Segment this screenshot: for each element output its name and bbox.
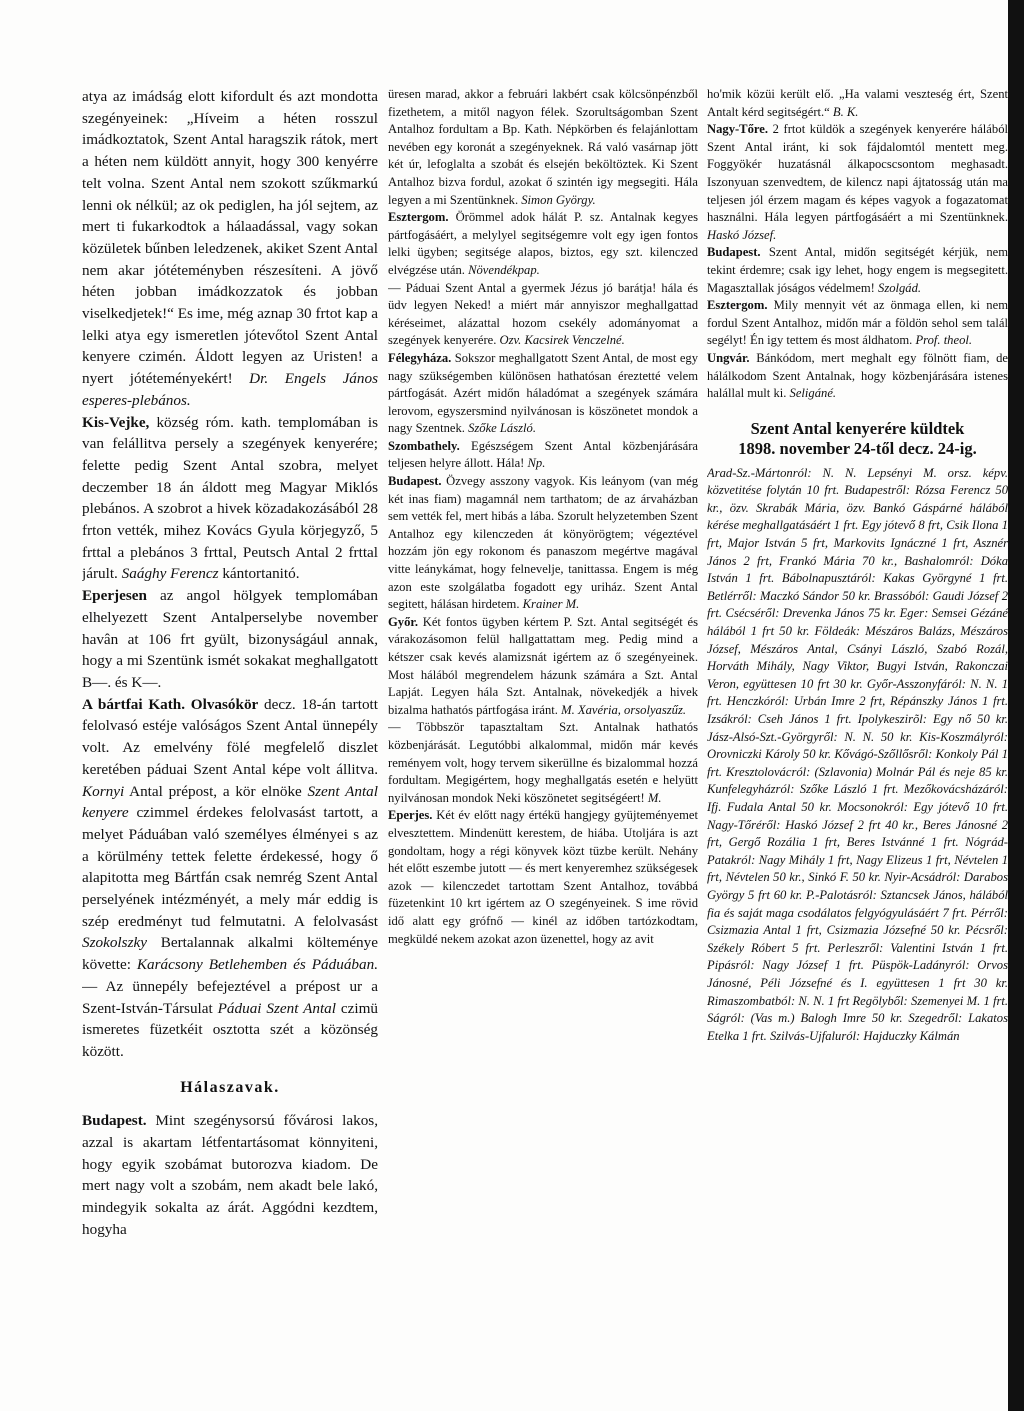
place-heading: Eperjesen [82, 587, 147, 605]
signature: Dr. Engels János esperes-plebános. [82, 370, 378, 409]
place-heading: Nagy-Tőre. [707, 122, 768, 137]
place-heading: Félegyháza. [388, 350, 452, 365]
signature: Np. [527, 456, 546, 471]
letter-esztergom: Esztergom. Örömmel adok hálát P. sz. Antalnak kegyes pártfogásáért, a melylyel segitségemre volt egy igen fontos lelki ügyben; segitsége alapos, biztos, egy szt. kilenczed elvégzése után. Növendékpap. [388, 210, 698, 277]
signature: Szolgád. [878, 280, 922, 295]
letter-eperjes-end: ho'mik közüi került elő. „Ha valami veszteség ért, Szent Antalt kérd segitségért.“ B. K. [707, 87, 1008, 119]
article-bartfa: A bártfai Kath. Olvasókör decz. 18-án tartott felolvasó estéje valóságos Szent Antal ünnepély volt. Az emelvény fölé megfelelő diszlet keretében páduai Szent Antal képe volt állitva. Kornyi Antal prépost, a kör elnöke Szent Antal kenyere czimmel érdekes felolvasást tartott, a melyet Páduában való személyes élményei s az a körülmény tettek felette érdekessé, hogy ő alapitotta meg Bártfán csak nemrég Szent Antal perselyének intézményét, a mely már eddig is szép eredményt tud felmutatni. A felolvasást Szokolszky Bertalannak alkalmi költeménye követte: Karácsony Betlehemben és Páduában. — Az ünnepély befejeztével a prépost ur a Szent-István-Társulat Páduai Szent Antal czimü ismeretes füzetkéit osztotta szét a közönség között. [82, 695, 378, 1060]
letter-gyor: Győr. Két fontos ügyben kértem P. Szt. Antal segitségét és várakozásomon felül hallgattattam meg. Pedig mind a kétszer csak kevés alamizsnát igértem az ő szegényeinek. Most hálából megrendelem házunk számára a Szt. Antal Lapját. Legyen hála Szt. Antalnak, növekedjék a hivek bizalma hathatós pártfogása iránt. M. Xavéria, orsolyaszűz. [388, 614, 698, 717]
letter-tobbszor: — Többször tapasztaltam Szt. Antalnak hathatós közbenjárását. Legutóbbi alkalommal, midőn már kevés reményem volt, hogy tervem sikerüllne és bizalommal hozzá fordultam. Megigértem, hogy meghallgatás esetén e helyütt nyilvánosan mondok Neki köszönetet segitségéert! M. [388, 720, 698, 805]
article-budapest-letter: Budapest. Mint szegénysorsú fővárosi lakos, azzal is akartam létfentartásomat könnyiteni, hogy egyik szobámat butorozva kiadom. De mert nagy volt a szobám, nem akadt bele lakó, mindegyik sokalta az árát. Aggódni kezdtem, hogyha [82, 1112, 378, 1238]
place-heading: Esztergom. [388, 210, 449, 225]
signature: Simon György. [521, 192, 596, 207]
letter-ungvar: Ungvár. Bánkódom, mert meghalt egy fölnött fiam, de hálálkodom Szent Antalnak, hogy közbenjárására istenes halállal mult ki. Seligáné. [707, 350, 1008, 401]
donations-title: Szent Antal kenyerére küldtek 1898. november 24-től decz. 24-ig. [738, 418, 977, 458]
place-heading: Kis-Vejke, [82, 413, 150, 431]
letter-felegyhaza: Félegyháza. Sokszor meghallgatott Szent Antal, de most egy nagy szükségemben különösen hathatósan éreztetté velem pártfogását. Azért midőn háladómat a szegények számára lerovom, egyszersmind nyilvánosan is köszönetet mondok a nagy Szentnek. Szőke László. [388, 350, 698, 436]
letter-budapest-2: Budapest. Szent Antal, midőn segitségét kérjük, nem tekint érdemre; csak igy lehet, hogy engem is megsegitett. Magasztallak jóságos védelmem! Szolgád. [707, 245, 1008, 295]
donations-list: Arad-Sz.-Mártonról: N. N. Lepsényi M. orsz. képv. közvetitése folytán 10 frt. Budapestről: Rózsa Ferencz 50 kr., özv. Skrabák Mária, özv. Bankó Gáspárné hálából kérése meghallgatásáért 1 frt. Egy jótevő 8 frt, Csik Ilona 1 frt, Major István 5 frt, Markovits Ignáczné 1 frt, Asznér János 2 frt, Frankó Mária 70 kr., Bashalomról: Dóka István 1 frt. Bábolnapusztáról: Kakas Györgyné 1 frt. Betlérről: Maczkó Sándor 50 kr. Brassóból: Gaudi József 2 frt. Csécséről: Drevenka János 75 kr. Eger: Semsei Gézáné hálából 1 frt 50 kr. Földeák: Mészáros Balázs, Mészáros József, Mészáros Antal, Csányi László, Szabó Rozál, Horváth Mihály, Nagy Viktor, Bugyi István, Rakonczai Veron, együttesen 10 frt 30 kr. Győr-Asszonyfáról: N. N. 1 frt. Henczkóról: Urbán Imre 2 frt, Répánszky János 1 frt. Izsákról: Cseh János 1 frt. Ipolykeszirõl: Egy nő 50 kr. Jász-Alsó-Szt.-Györgyről: N. N. 50 kr. Kis-Koszmályról: Orovniczki Károly 50 kr. Kővágó-Szőllősről: Konkoly Pál 1 frt. Kresztolovácról: (Szlavonia) Molnár Pál és neje 85 kr. Kunfelegyházról: Szőke László 1 frt. Mezőkovácsházáról: Ifj. Fudala Antal 50 kr. Mocsonokról: Egy jótevő 10 frt. Nagy-Tőréről: Haskó József 2 frt 40 kr., Beres Jánosné 2 frt, Gergő Rozália 1 frt, Beres Istvánné 1 frt. Nógrád-Patakról: Nagy Mihály 1 frt, Nagy Elizeus 1 frt, Névtelen 1 frt, Névtelen 50 kr., Sinkó F. 50 kr. Nyir-Acsádról: Darabos György 5 frt 60 kr. P.-Palotásról: Sztancsek János, hálából fia és saját maga csodálatos felgyógyulásáért 7 frt. Pérről: Csizmazia Antal 1 frt, Csizmazia Józsefné 50 kr. Pécsről: Székely Róbert 5 frt. Perleszről: Valentini István 1 frt. Pipásról: Nagy József 1 frt. Püspök-Ladányról: Orvos Jánosné, Péli Józsefné és I. együttesen 1 frt 30 kr. Rimaszombatból: N. N. 1 frt Regölyből: Szemenyei M. 1 frt. Ságról: (Vas m.) Balogh Imre 50 kr. Szegedről: Lakatos Etelka 1 frt. Szilvás-Ujfaluról: Hajduczky Kálmán [707, 465, 1008, 1043]
place-heading: Szombathely. [388, 438, 460, 453]
section-title-halaszavak: Hálaszavak. [180, 1078, 280, 1096]
column-right [707, 86, 1008, 1398]
signature: Prof. theol. [915, 333, 973, 348]
letter-eperjes: Eperjes. Két év előtt nagy értékü hangjegy gyüjteményemet elvesztettem. Mindenütt kerestem, de hiába. Utoljára is azt gondoltam, hogy a régi könyvek közt tüzbe került. Nehány hét előtt eszembe jutott — és mert kenyeremhez szükségesek azok — kilenczedet tartottam Szent Antalhoz, továbbá füzetenkint 10 krt igértem az O szegényeinek. S ime rövid idő alatt egy grófnő — kinél az időben tartózkodtam, megküldé nekem azokat azon üzenettel, hogy az avit [388, 808, 698, 946]
signature: Saághy Ferencz [121, 565, 219, 583]
place-heading: Győr. [388, 614, 418, 629]
letter-continued: üresen marad, akkor a februári lakbért csak kölcsönpénzből fizethetem, a mitől nagyon félek. Szorultságomban Szent Antalhoz fordultam a Bp. Kath. Népkörben és felajánlottam nevében egy koronát a szegényeknek. Rá való vasárnap jött két úr, lefoglalta a szobát és elsején beköltöztek. Ki Szent Antalhoz bizva fordul, azokat ő szintén igy megsegiti. Hála legyen a mi Szentünknek. Simon György. [388, 87, 698, 207]
article-kis-vejke: Kis-Vejke, község róm. kath. templomában is van felállitva persely a szegények kenyerére; felette pedig Szent Antal szobra, melyet deczember 18 án áldott meg Magyar Miklós plebános. A szobrot a hivek közadakozásából 28 frton vették, mihez Kovács Gyula körjegyző, 5 frttal a plebános 3 frttal, Peutsch Antal 2 frttal járult. Saághy Ferencz kántortanitó. [82, 413, 378, 583]
signature: M. Xavéria, orsolyaszűz. [561, 702, 686, 717]
signature: Haskó József. [707, 227, 777, 242]
letter-budapest-widow: Budapest. Özvegy asszony vagyok. Kis leányom (van még két inas fiam) magamnál nem tarthatom; de az árvaházban sem vették fel, mert hibás a lába. Szorult helyzetemben Szent Antalhoz egy kilenczeden át könyörögtem; végeztével hozzám jön egy rokonom és panaszom megértve magával vitte leánykámat, hogy felnevelje, tanittassa. Engem is még azon este szolgálatba fogadott egy uriház. Szent Antal segitett, hálásan hirdetem. Krainer M. [388, 474, 698, 612]
place-heading: Esztergom. [707, 298, 768, 313]
letter-nagy-tore: Nagy-Tőre. 2 frtot küldök a szegények kenyerére hálából Szent Antal iránt, ki sok fájdalomtól mentett meg. Foggyökér huzatásnál álkapocscsontom meghasadt. Iszonyuan szenvedtem, de kilencz napi ájtatosság után ma teljesen jól érzem magam és képes vagyok a fogazatomat használni. Hála legyen pártfogásáért a mi Szentünknek. Haskó József. [707, 122, 1008, 242]
place-heading: Budapest. [82, 1112, 147, 1130]
place-heading: A bártfai Kath. Olvasókör [82, 695, 259, 713]
column-middle [388, 86, 698, 1398]
column-left [82, 86, 378, 1398]
page-edge-shadow [1008, 0, 1024, 1411]
letter-esztergom-2: Esztergom. Mily mennyit vét az önmaga ellen, ki nem fordul Szent Antalhoz, midőn már a földön sehol sem talál segélyt! Én igy tettem és most áldhatom. Prof. theol. [707, 298, 1008, 348]
place-heading: Eperjes. [388, 808, 433, 823]
place-heading: Budapest. [388, 474, 442, 489]
signature: B. K. [832, 104, 859, 119]
place-heading: Ungvár. [707, 350, 750, 365]
article-eperjesen: Eperjesen az angol hölgyek templomában elhelyezett Szent Antalperselybe november havân at 106 frt gyült, bizonyságául annak, hogy a mi Szentünk ismét sokakat meghallgatott B—. és K—. [82, 587, 378, 691]
article-engels: atya az imádság elott kifordult és azt mondotta szegényeinek: „Híveim a héten rosszul imádkoztatok, Szent Antal haragszik rátok, mert a héten nem küldött annyit, hogy 300 kenyérre telt volna. Szent Antal nem szokott szűkmarkú lenni ok nélkül; az ok pediglen, ha jól sejtem, az mert ti fukarkodtok a hálaadással, vagy sokan közületek bűnben leledzenek, akiket Szent Antal nem akar jótéteményben részesíteni. A jövő héten jobban imádkozzatok és jobban viselkedjetek!“ Es ime, még aznap 30 frtot kap a lelki atya egy ismeretlen jótevőtol Szent Antal kenyere czimén. Áldott legyen az Uristen! a nyert jótéteményekért! Dr. Engels János esperes-plebános. [82, 88, 378, 409]
letter-szombathely: Szombathely. Egészségem Szent Antal közbenjárására teljesen helyre állott. Hála! Np. [388, 438, 698, 471]
signature: Növendékpap. [468, 262, 540, 277]
signature: Krainer M. [522, 597, 580, 612]
signature: Ozv. Kacsirek Venczelné. [499, 333, 625, 348]
signature: Szőke László. [468, 421, 536, 436]
signature: Seligáné. [789, 386, 837, 401]
place-heading: Budapest. [707, 245, 761, 260]
signature: M. [647, 790, 662, 805]
letter-paduai: — Páduai Szent Antal a gyermek Jézus jó barátja! hála és üdv legyen Neked! a miért már annyiszor meghallgattad kéréseimet, alázattal hozom csekély adományomat a szegények kenyerére. Ozv. Kacsirek Venczelné. [388, 280, 698, 348]
